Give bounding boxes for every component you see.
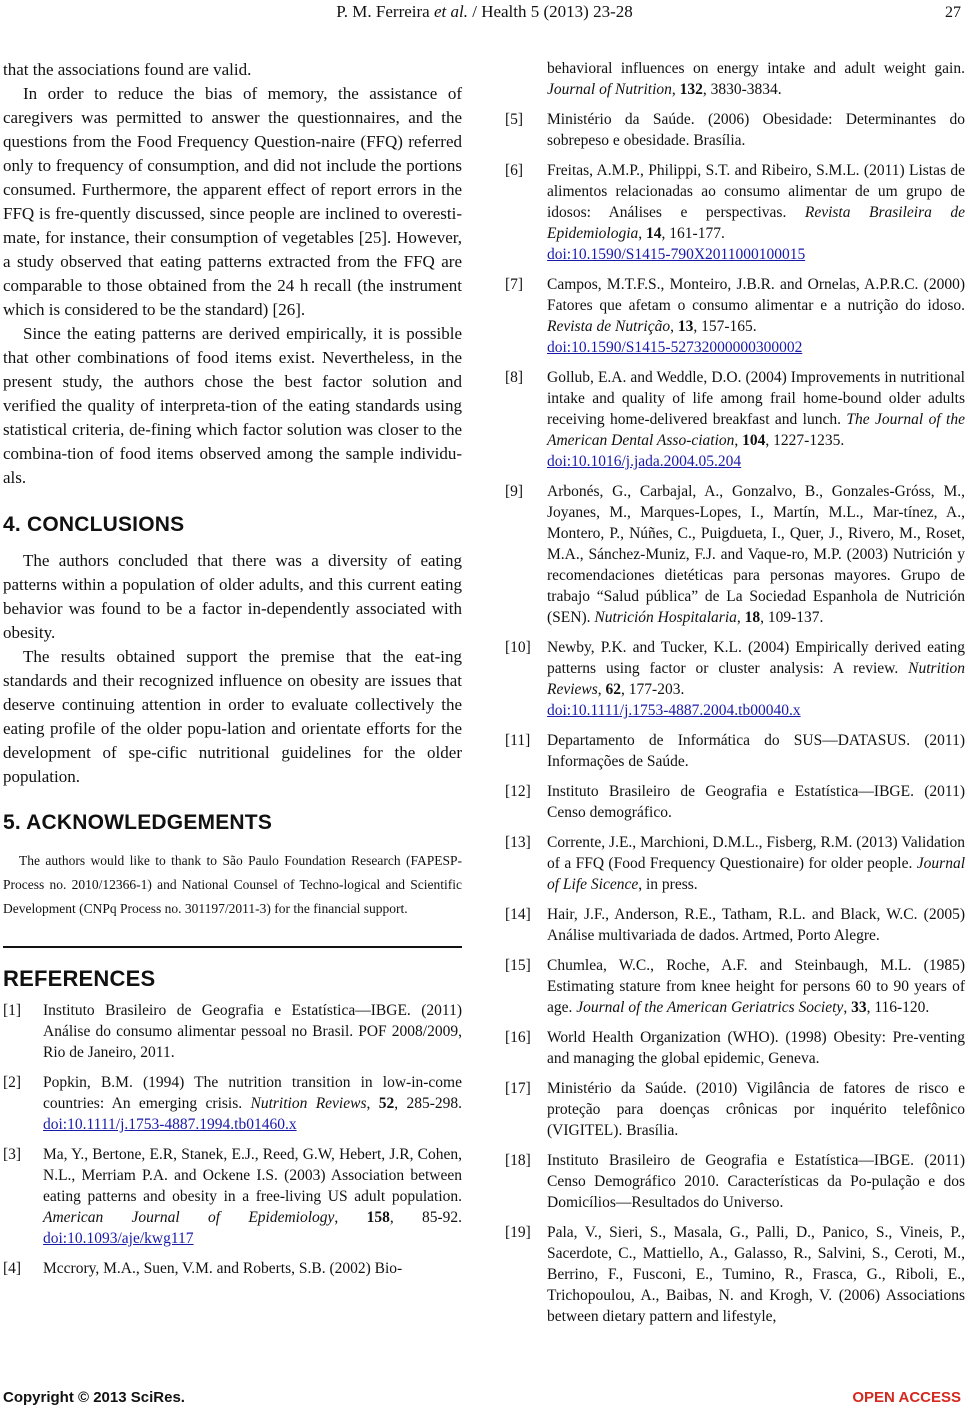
reference-journal: Journal of the American Geriatrics Society bbox=[576, 999, 844, 1016]
reference-number: [5] bbox=[505, 111, 524, 128]
reference-volume: 13 bbox=[677, 318, 694, 335]
left-column bbox=[3, 58, 462, 1279]
reference-text: Hair, J.F., Anderson, R.E., Tatham, R.L. and Black, W.C. (2005) Análise multivariada de dados. Artmed, Porto Alegre. bbox=[547, 906, 965, 944]
reference-number: [10] bbox=[505, 639, 531, 656]
reference-item bbox=[505, 832, 965, 895]
reference-item bbox=[505, 955, 965, 1018]
reference-number: [7] bbox=[505, 276, 524, 293]
reference-volume: 158 bbox=[366, 1209, 390, 1226]
reference-separator: , bbox=[843, 999, 852, 1016]
reference-text: Arbonés, G., Carbajal, A., Gonzalvo, B., Gonzales-Gróss, M., Joyanes, M., Marques-Lopes, I., Martín, M.L., Mar-tínez, A., Montero, P., Núñes, C., Puigdueta, I., Quer, J., Rivero, M., Roset, M.A., Sánchez-Muniz, F.J. and Vaque-ro, M.P. (2003) Nutrición y recomendaciones dietéticas para personas mayores. Grupo de trabajo “Salud pública” de La Sociedad Espanhola de Nutrición (SEN). bbox=[547, 483, 965, 626]
reference-volume: 104 bbox=[742, 432, 766, 449]
open-access-label: OPEN ACCESS bbox=[852, 1389, 961, 1406]
doi-link[interactable]: doi:10.1590/S1415-790X2011000100015 bbox=[547, 246, 806, 263]
reference-journal: The Journal of the American Dental Asso-ciation bbox=[547, 411, 965, 449]
reference-text: Instituto Brasileiro de Geografia e Estatística—IBGE. (2011) Censo Demográfico 2010. Características da Po-pulação e dos Domicílios—Resultados do Universo. bbox=[547, 1152, 965, 1211]
reference-journal: Nutrition Reviews bbox=[547, 660, 965, 698]
reference-text: Ma, Y., Bertone, E.R, Stanek, E.J., Reed, G.W, Hebert, J.R, Cohen, N.L., Merriam P.A. and Ockene I.S. (2003) Association between eating patterns and obesity in a free-living US adult population. bbox=[43, 1146, 462, 1205]
reference-separator: , bbox=[597, 681, 606, 698]
right-column bbox=[505, 58, 965, 1327]
reference-item bbox=[3, 1072, 462, 1135]
reference-separator: , bbox=[638, 225, 647, 242]
reference-item bbox=[505, 781, 965, 823]
reference-text: Mccrory, M.A., Suen, V.M. and Roberts, S.B. (2002) Bio- bbox=[43, 1260, 403, 1277]
reference-volume: 33 bbox=[851, 999, 867, 1016]
reference-volume: 52 bbox=[378, 1095, 395, 1112]
reference-pages: , 285-298. bbox=[394, 1095, 463, 1112]
reference-journal: Nutrición Hospitalaria bbox=[594, 609, 737, 626]
reference-pages: , 116-120. bbox=[866, 999, 930, 1016]
reference-journal: Journal of Life Sicence bbox=[547, 855, 965, 893]
page-footer bbox=[0, 1389, 969, 1413]
reference-separator: , bbox=[736, 609, 745, 626]
reference-text: Departamento de Informática do SUS—DATASUS. (2011) Informações de Saúde. bbox=[547, 732, 965, 770]
reference-item bbox=[3, 1000, 462, 1063]
reference-volume: 62 bbox=[605, 681, 622, 698]
section-heading-conclusions: 4. CONCLUSIONS bbox=[3, 513, 185, 536]
reference-pages: , 85-92. bbox=[389, 1209, 462, 1226]
reference-number: [14] bbox=[505, 906, 531, 923]
reference-item bbox=[505, 1222, 965, 1327]
reference-number: [3] bbox=[3, 1146, 22, 1163]
reference-text: Ministério da Saúde. (2010) Vigilância de fatores de risco e proteção para doenças crônicas por inquérito telefônico (VIGITEL). Brasília. bbox=[547, 1080, 965, 1139]
reference-number: [2] bbox=[3, 1074, 22, 1091]
doi-link[interactable]: doi:10.1590/S1415-52732000000300002 bbox=[547, 339, 803, 356]
reference-volume: 132 bbox=[679, 81, 703, 98]
reference-text: Popkin, B.M. (1994) The nutrition transition in low-in-come countries: An emerging crisis. bbox=[43, 1074, 462, 1112]
reference-text: Corrente, J.E., Marchioni, D.M.L., Fisberg, R.M. (2013) Validation of a FFQ (Food Frequency Questionaire) for older people. bbox=[547, 834, 965, 872]
reference-item bbox=[505, 637, 965, 721]
copyright-notice: Copyright © 2013 SciRes. bbox=[3, 1389, 185, 1406]
reference-separator: , bbox=[734, 432, 743, 449]
reference-text: Chumlea, W.C., Roche, A.F. and Steinbaugh, M.L. (1985) Estimating stature from knee height for persons 60 to 90 years of age. bbox=[547, 957, 965, 1016]
reference-item bbox=[505, 160, 965, 265]
reference-number: [9] bbox=[505, 483, 524, 500]
page-number: 27 bbox=[945, 4, 961, 21]
reference-text: Ministério da Saúde. (2006) Obesidade: Determinantes do sobrepeso e obesidade. Brasília. bbox=[547, 111, 965, 149]
paragraph: Since the eating patterns are derived empirically, it is possible that other combinations of food items exist. Nevertheless, in the present study, the authors chose the best factor solution and verified the quality of interpreta-tion of the eating standards using statistical criteria, de-fining which factor solution was closer to the combina-tion of food items observed among the sample individu-als. bbox=[3, 324, 462, 487]
section-heading-acknowledgements: 5. ACKNOWLEDGEMENTS bbox=[3, 811, 273, 834]
reference-number: [1] bbox=[3, 1002, 22, 1019]
reference-pages: , in press. bbox=[638, 876, 698, 893]
doi-link[interactable]: doi:10.1111/j.1753-4887.1994.tb01460.x bbox=[43, 1116, 297, 1133]
reference-text: Instituto Brasileiro de Geografia e Estatística—IBGE. (2011) Censo demográfico. bbox=[547, 783, 965, 821]
reference-item bbox=[505, 1150, 965, 1213]
reference-item bbox=[3, 1258, 462, 1279]
reference-pages: , 109-137. bbox=[760, 609, 824, 626]
reference-number: [4] bbox=[3, 1260, 22, 1277]
paragraph: In order to reduce the bias of memory, the assistance of caregivers was permitted to answer the questionnaires, and the questions from the Food Frequency Question-naire (FFQ) referred only to frequency of consumption, and did not include the portions consumed. Furthermore, the apparent effect of report errors in the FFQ is fre-quently discussed, since people are inclined to overesti-mate, for instance, their consumption of vegetables [25]. However, a study observed that eating patterns extracted from the FFQ are comparable to those obtained from the 24 h recall (the instrument which is considered to be the standard) [26]. bbox=[3, 84, 462, 319]
reference-item bbox=[505, 1027, 965, 1069]
reference-number: [16] bbox=[505, 1029, 531, 1046]
reference-separator: , bbox=[366, 1095, 379, 1112]
reference-text: Pala, V., Sieri, S., Masala, G., Palli, D., Panico, S., Vineis, P., Sacerdote, C., Mattiello, A., Galasso, R., Salvini, S., Ceroti, M., Berrino, F., Fusconi, E., Tumino, R., Frasca, G., Riboli, E., Trichopoulou, A., Baibas, N. and Krogh, V. (2006) Associations between dietary pattern and lifestyle, bbox=[547, 1224, 965, 1325]
reference-number: [19] bbox=[505, 1224, 531, 1241]
running-title-journal: / Health 5 (2013) 23-28 bbox=[467, 2, 633, 21]
paragraph: The authors concluded that there was a diversity of eating patterns within a population of older adults, and this current eating behavior was found to be a factor in-dependently associated with obesity. bbox=[3, 551, 462, 642]
reference-text: World Health Organization (WHO). (1998) Obesity: Pre-venting and managing the global epidemic, Geneva. bbox=[547, 1029, 965, 1067]
reference-item bbox=[505, 274, 965, 358]
reference-number: [12] bbox=[505, 783, 531, 800]
section-divider bbox=[3, 946, 462, 948]
reference-text: Instituto Brasileiro de Geografia e Estatística—IBGE. (2011) Análise do consumo alimentar pessoal no Brasil. POF 2008/2009, Rio de Janeiro, 2011. bbox=[43, 1002, 462, 1061]
reference-number: [13] bbox=[505, 834, 531, 851]
section-heading-references: REFERENCES bbox=[3, 966, 156, 991]
reference-separator: , bbox=[334, 1209, 367, 1226]
reference-pages: , 161-177. bbox=[661, 225, 725, 242]
doi-link[interactable]: doi:10.1093/aje/kwg117 bbox=[43, 1230, 194, 1247]
reference-text: behavioral influences on energy intake and adult weight gain. bbox=[547, 60, 965, 77]
reference-separator: , bbox=[671, 81, 680, 98]
reference-journal: American Journal of Epidemiology bbox=[43, 1209, 335, 1226]
reference-item bbox=[505, 58, 965, 100]
reference-item bbox=[505, 367, 965, 472]
acknowledgements-text: The authors would like to thank to São Paulo Foundation Research (FAPESP-Process no. 2010/12366-1) and National Counsel of Techno-logical and Scientific Development (CNPq Process no. 301197/2011-3) for the financial support. bbox=[3, 853, 462, 916]
running-header bbox=[0, 2, 969, 28]
reference-item bbox=[505, 1078, 965, 1141]
reference-text: Campos, M.T.F.S., Monteiro, J.B.R. and Ornelas, A.P.R.C. (2000) Fatores que afetam o consumo alimentar e a nutrição do idoso. bbox=[547, 276, 965, 314]
reference-item bbox=[505, 904, 965, 946]
doi-link[interactable]: doi:10.1111/j.1753-4887.2004.tb00040.x bbox=[547, 702, 801, 719]
reference-number: [6] bbox=[505, 162, 524, 179]
reference-volume: 18 bbox=[744, 609, 761, 626]
reference-pages: , 1227-1235. bbox=[765, 432, 845, 449]
reference-item bbox=[3, 1144, 462, 1249]
reference-pages: , 177-203. bbox=[621, 681, 685, 698]
reference-number: [8] bbox=[505, 369, 524, 386]
reference-journal: Revista de Nutrição bbox=[547, 318, 671, 335]
reference-item bbox=[505, 109, 965, 151]
reference-number: [18] bbox=[505, 1152, 531, 1169]
reference-item bbox=[505, 481, 965, 628]
reference-journal: Nutrition Reviews bbox=[250, 1095, 367, 1112]
doi-link[interactable]: doi:10.1016/j.jada.2004.05.204 bbox=[547, 453, 742, 470]
reference-journal: Revista Brasileira de Epidemiologia bbox=[547, 204, 965, 242]
reference-volume: 14 bbox=[646, 225, 662, 242]
paragraph: that the associations found are valid. bbox=[3, 60, 252, 79]
paragraph: The results obtained support the premise that the eat-ing standards and their recognized influence on obesity are issues that deserve continuing attention in order to evaluate collectively the eating profile of the older popu-lation and orientate efforts for the development of spe-cific nutritional guidelines for the older population. bbox=[3, 647, 462, 786]
running-title-authors: P. M. Ferreira bbox=[336, 2, 434, 21]
reference-pages: , 3830-3834. bbox=[702, 81, 782, 98]
reference-text: Gollub, E.A. and Weddle, D.O. (2004) Improvements in nutritional intake and quality of life among frail home-bound older adults receiving home-delivered breakfast and lunch. bbox=[547, 369, 965, 428]
running-title-etal: et al. bbox=[433, 2, 468, 21]
reference-text: Freitas, A.M.P., Philippi, S.T. and Ribeiro, S.M.L. (2011) Listas de alimentos relacionadas ao consumo alimentar de um grupo de idosos: Análises e perspectivas. bbox=[547, 162, 965, 221]
running-title bbox=[0, 2, 969, 22]
reference-pages: , 157-165. bbox=[693, 318, 757, 335]
reference-journal: Journal of Nutrition bbox=[547, 81, 672, 98]
reference-number: [11] bbox=[505, 732, 531, 749]
reference-number: [17] bbox=[505, 1080, 531, 1097]
reference-item bbox=[505, 730, 965, 772]
reference-separator: , bbox=[670, 318, 678, 335]
reference-number: [15] bbox=[505, 957, 531, 974]
reference-text: Newby, P.K. and Tucker, K.L. (2004) Empirically derived eating patterns using factor or cluster analysis: A review. bbox=[547, 639, 965, 677]
